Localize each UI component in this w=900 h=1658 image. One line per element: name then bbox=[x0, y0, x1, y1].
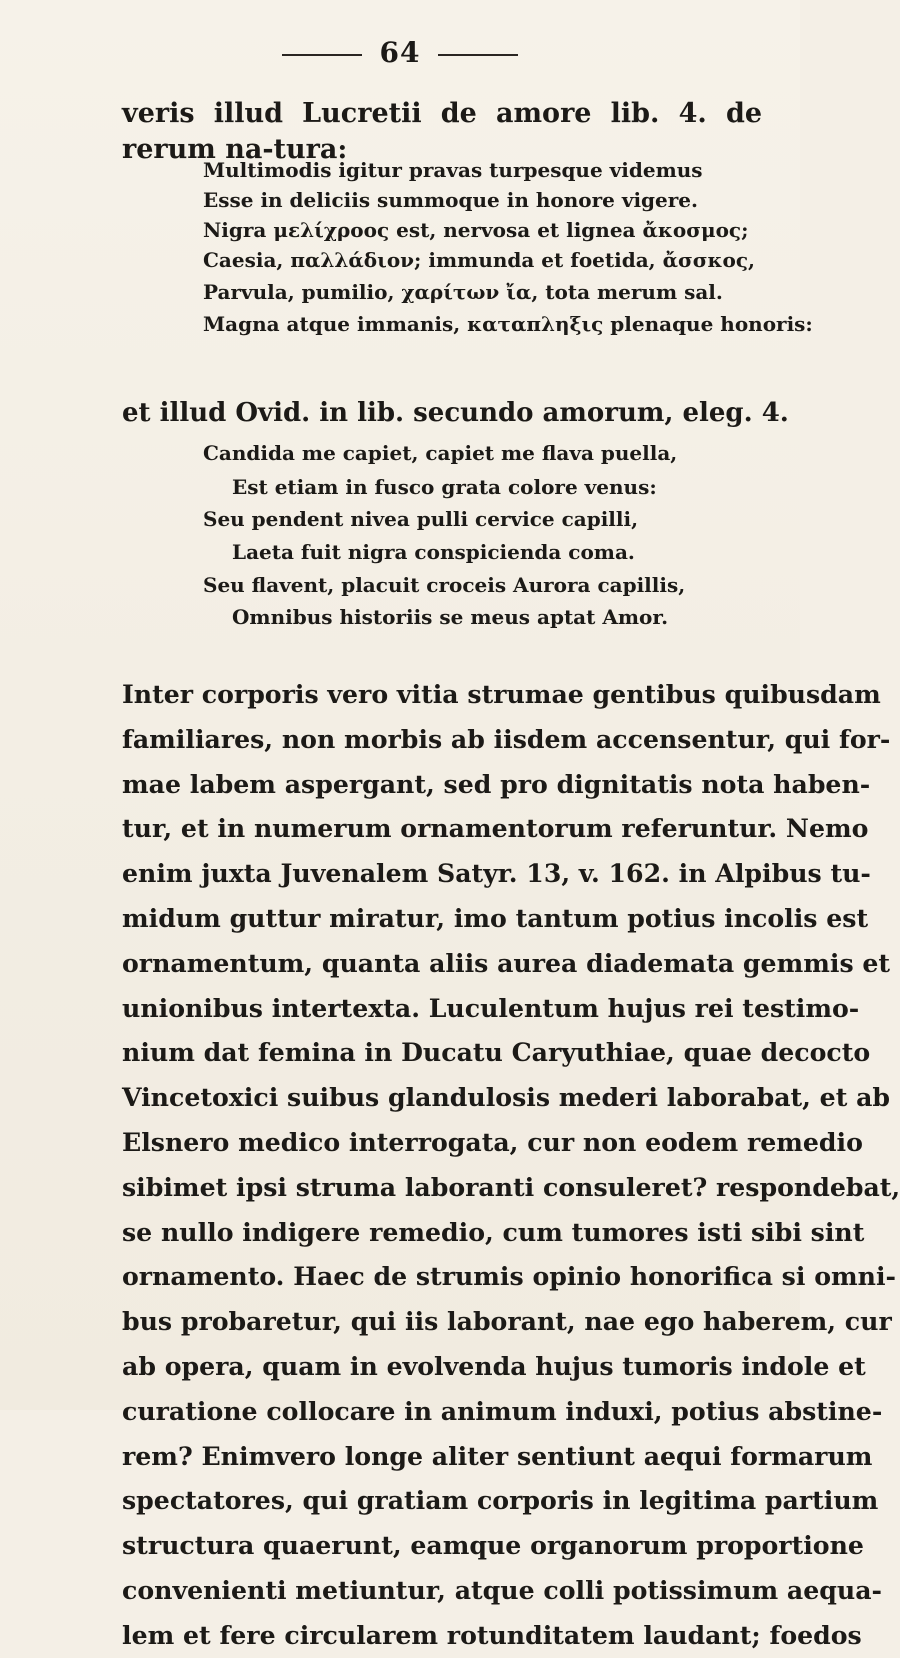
prose-line: Vincetoxici suibus glandulosis mederi laborabat, et ab bbox=[122, 1082, 891, 1113]
page-header bbox=[0, 36, 800, 69]
verse-line: Laeta fuit nigra conspicienda coma. bbox=[232, 540, 635, 564]
verse-line: Caesia, παλλάδιον; immunda et foetida, ἄσσκος, bbox=[203, 248, 755, 272]
verse-line: Omnibus historiis se meus aptat Amor. bbox=[232, 605, 669, 629]
prose-line: bus probaretur, qui iis laborant, nae ego haberem, cur bbox=[122, 1306, 892, 1337]
verse-line: Multimodis igitur pravas turpesque videmus bbox=[203, 158, 703, 182]
prose-line: midum guttur miratur, imo tantum potius incolis est bbox=[122, 902, 869, 933]
verse-line: Esse in deliciis summoque in honore vigere. bbox=[203, 188, 698, 212]
prose-line: mae labem aspergant, sed pro dignitatis nota haben- bbox=[122, 768, 871, 799]
prose-line: rem? Enimvero longe aliter sentiunt aequi formarum bbox=[122, 1440, 873, 1471]
verse-line: Seu flavent, placuit croceis Aurora capillis, bbox=[203, 573, 686, 597]
prose-line: spectatores, qui gratiam corporis in legitima partium bbox=[122, 1485, 879, 1516]
prose-line: unionibus intertexta. Luculentum hujus rei testimo- bbox=[122, 992, 860, 1023]
verse-line: Magna atque immanis, καταπληξις plenaque honoris: bbox=[203, 312, 813, 336]
prose-line: structura quaerunt, eamque organorum proportione bbox=[122, 1530, 864, 1561]
prose-line: lem et fere circularem rotunditatem laudant; foedos bbox=[122, 1619, 862, 1650]
prose-line: ab opera, quam in evolvenda hujus tumoris indole et bbox=[122, 1350, 866, 1381]
prose-paragraph bbox=[122, 672, 900, 1658]
header-rule-left bbox=[282, 54, 362, 56]
page-number: 64 bbox=[379, 36, 421, 69]
verse-line: Candida me capiet, capiet me flava puella, bbox=[203, 441, 678, 465]
prose-line: se nullo indigere remedio, cum tumores isti sibi sint bbox=[122, 1216, 865, 1247]
prose-line: convenienti metiuntur, atque colli potissimum aequa- bbox=[122, 1574, 882, 1605]
prose-line: familiares, non morbis ab iisdem accensentur, qui for- bbox=[122, 723, 891, 754]
prose-line: enim juxta Juvenalem Satyr. 13, v. 162. in Alpibus tu- bbox=[122, 858, 871, 889]
prose-line: nium dat femina in Ducatu Caryuthiae, quae decocto bbox=[122, 1037, 871, 1068]
verse-line: Est etiam in fusco grata colore venus: bbox=[232, 475, 657, 499]
verse-line: Seu pendent nivea pulli cervice capilli, bbox=[203, 507, 639, 531]
verse-line: Nigra μελίχροος est, nervosa et lignea ἄκοσμος; bbox=[203, 218, 749, 242]
verse-line: Parvula, pumilio, χαρίτων ἴα, tota merum sal. bbox=[203, 280, 723, 304]
header-rule-right bbox=[438, 54, 518, 56]
intro-paragraph: veris illud Lucretii de amore lib. 4. de rerum na-tura: bbox=[122, 98, 762, 165]
prose-line: Elsnero medico interrogata, cur non eodem remedio bbox=[122, 1126, 863, 1157]
prose-line: sibimet ipsi struma laboranti consuleret? respondebat, bbox=[122, 1171, 900, 1202]
prose-line: ornamentum, quanta aliis aurea diademata gemmis et bbox=[122, 947, 891, 978]
prose-line: ornamento. Haec de strumis opinio honorifica si omni- bbox=[122, 1261, 896, 1292]
prose-line: curatione collocare in animum induxi, potius abstine- bbox=[122, 1395, 883, 1426]
prose-line: Inter corporis vero vitia strumae gentibus quibusdam bbox=[122, 679, 881, 709]
prose-line: tur, et in numerum ornamentorum referuntur. Nemo bbox=[122, 813, 869, 844]
transition-line: et illud Ovid. in lib. secundo amorum, eleg. 4. bbox=[122, 398, 789, 428]
